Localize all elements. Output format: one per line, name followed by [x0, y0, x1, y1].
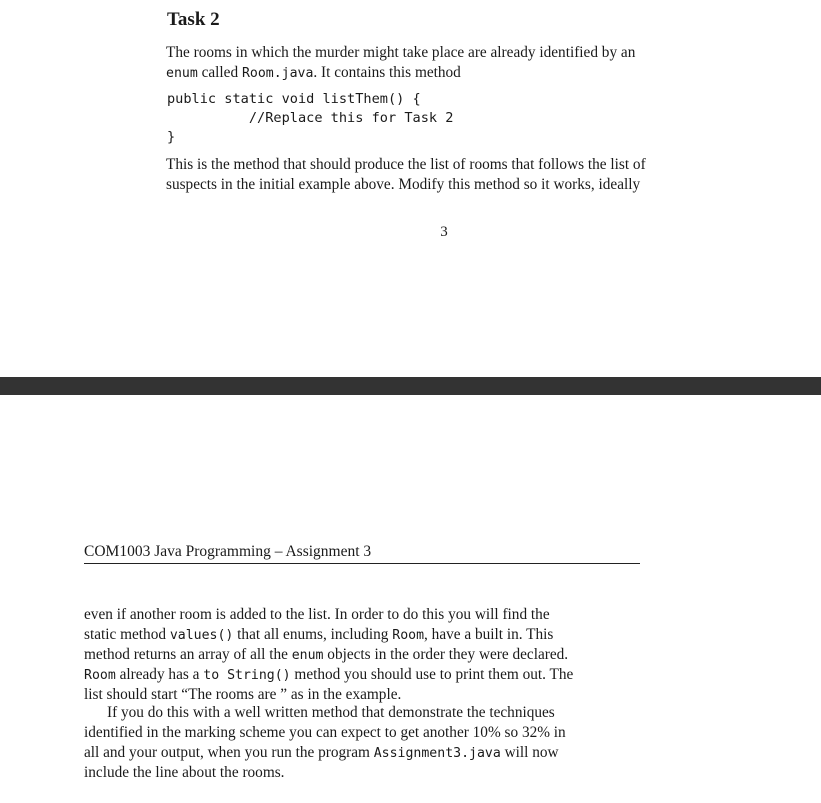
text-line: include the line about the rooms.	[84, 764, 285, 781]
intro-paragraph	[166, 43, 724, 83]
inline-code: enum	[166, 66, 198, 81]
text-line: list should start “The rooms are ” as in the example.	[84, 686, 402, 703]
text-line: identified in the marking scheme you can expect to get another 10% so 32% in	[84, 724, 566, 741]
text-line: The rooms in which the murder might take place are already identified by an	[166, 44, 636, 61]
inline-code: enum	[291, 648, 324, 663]
running-header: COM1003 Java Programming – Assignment 3	[84, 543, 640, 564]
inline-code: Room.java	[241, 66, 314, 81]
text-line: This is the method that should produce the list of rooms that follows the list of	[166, 156, 646, 173]
explanation-paragraph	[166, 155, 724, 195]
inline-code: Room	[392, 628, 425, 643]
inline-code: values()	[169, 628, 234, 643]
text-line: static method values() that all enums, including Room, have a built in. This	[84, 626, 554, 643]
section-heading: Task 2	[167, 9, 220, 30]
text-line: enum called Room.java. It contains this method	[166, 64, 461, 81]
inline-code: Room	[84, 668, 116, 683]
text-line: If you do this with a well written method that demonstrate the techniques	[107, 704, 555, 721]
code-line: public static void listThem() {	[167, 91, 421, 107]
text-line: Room already has a to String() method you should use to print them out. The	[84, 666, 574, 683]
inline-code: Assignment3.java	[373, 746, 501, 761]
text-line: all and your output, when you run the program Assignment3.java will now	[84, 744, 559, 761]
page-number: 3	[440, 224, 448, 240]
code-line: }	[167, 129, 176, 145]
text-line: suspects in the initial example above. Modify this method so it works, ideally	[166, 176, 641, 193]
text-line: method returns an array of all the enum objects in the order they were declared.	[84, 646, 569, 663]
marking-paragraph	[84, 703, 640, 783]
text-line: even if another room is added to the list. In order to do this you will find the	[84, 606, 550, 623]
code-line: //Replace this for Task 2	[167, 110, 454, 126]
code-block	[167, 90, 453, 147]
inline-code: to String()	[203, 668, 291, 683]
continuation-paragraph	[84, 605, 640, 705]
page-divider	[0, 377, 821, 395]
